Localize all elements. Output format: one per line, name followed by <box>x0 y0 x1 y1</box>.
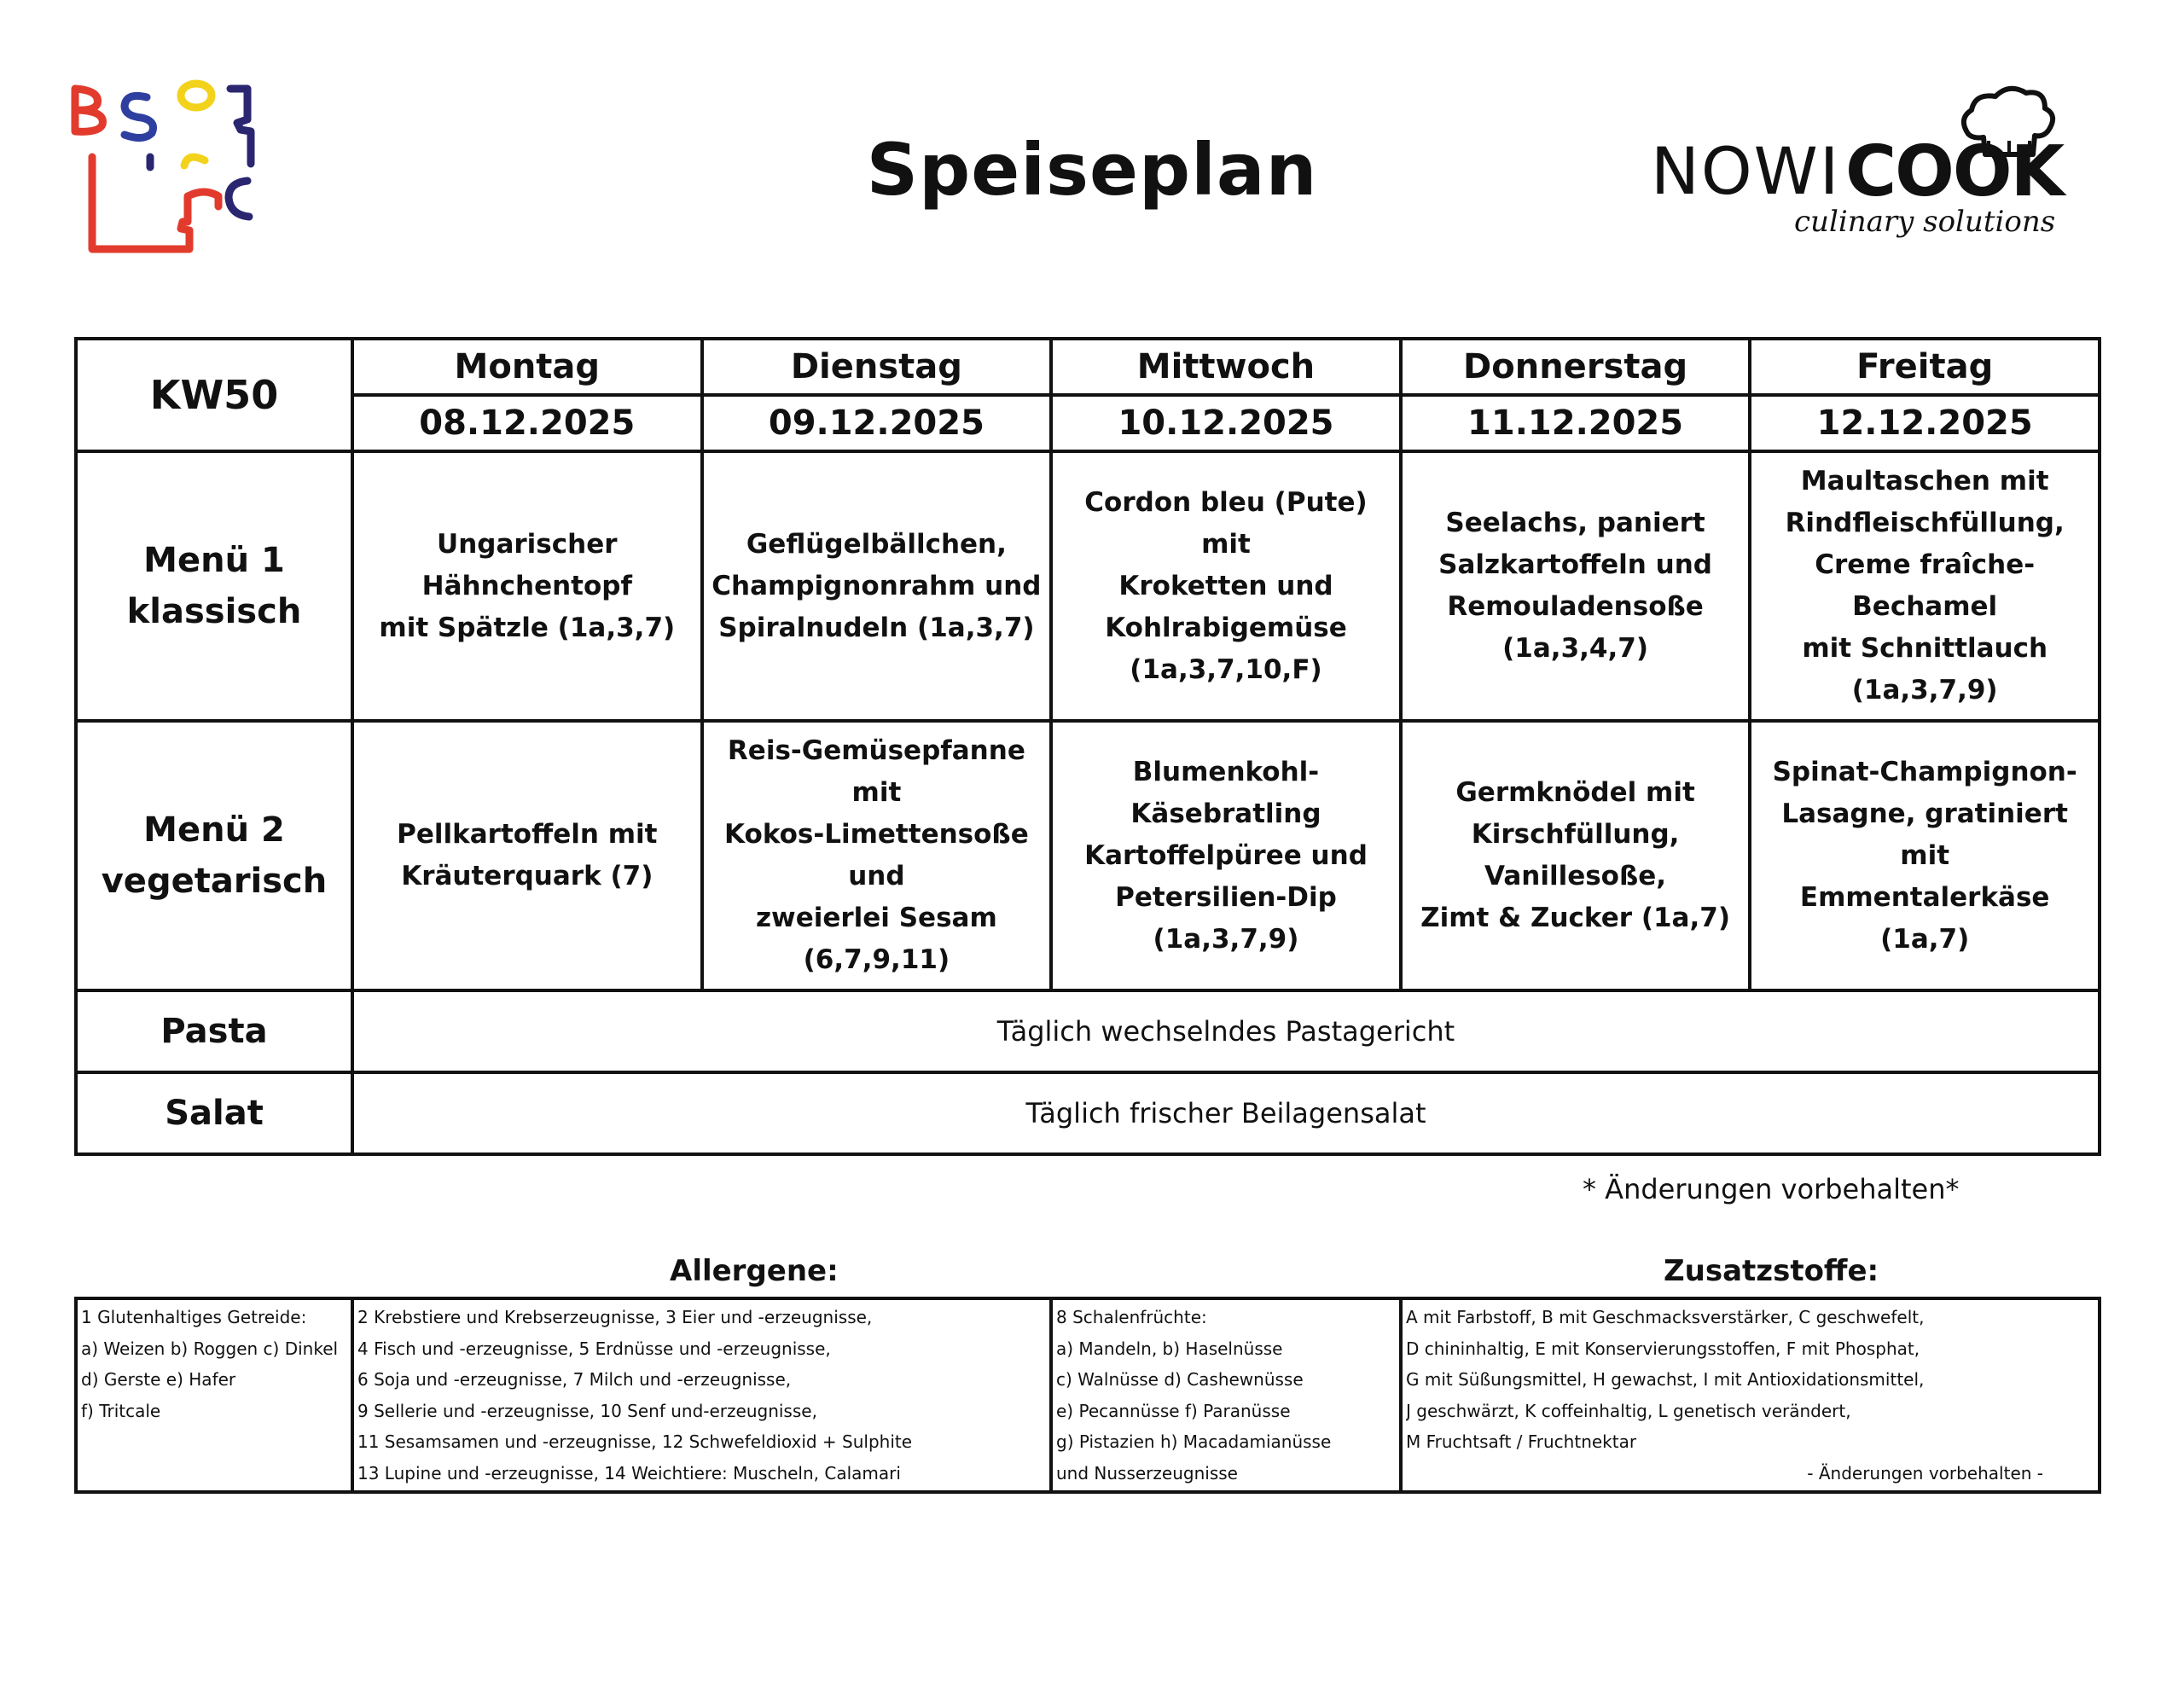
menu-table <box>74 337 2101 1156</box>
logo-tagline: culinary solutions <box>1794 205 2056 239</box>
menu2-label-line: vegetarisch <box>101 862 328 901</box>
menu1-monday <box>352 451 702 721</box>
dish-line: Remouladensoße (1a,3,4,7) <box>1447 591 1704 664</box>
dish-line: Kohlrabigemüse <box>1105 612 1347 643</box>
dish-line: Kirschfüllung, Vanillesoße, <box>1471 819 1680 891</box>
dish-line: (1a,3,7,10,F) <box>1130 653 1322 685</box>
dish-line: Spinat-Champignon- <box>1772 756 2077 787</box>
menu2-label <box>76 721 352 990</box>
dish-line: Kartoffelpüree und <box>1084 839 1368 871</box>
legend-line: 11 Sesamsamen und -erzeugnisse, 12 Schwefeldioxid + Sulphite <box>357 1431 913 1452</box>
menu1-label <box>76 451 352 721</box>
pasta-row <box>76 990 2100 1072</box>
legend-line: G mit Süßungsmittel, H gewachst, I mit Antioxidationsmittel, <box>1406 1369 1925 1390</box>
nowicook-logo <box>1651 81 2086 243</box>
dish-line: Ungarischer Hähnchentopf <box>421 528 632 601</box>
day-tuesday: Dienstag <box>702 339 1052 395</box>
week-number: KW50 <box>76 339 352 451</box>
menu2-row <box>76 721 2100 990</box>
legend-line: 9 Sellerie und -erzeugnisse, 10 Senf und-erzeugnisse, <box>357 1400 817 1421</box>
legend-additives <box>1401 1298 2100 1492</box>
zusatzstoffe-heading: Zusatzstoffe: <box>1664 1254 1879 1288</box>
day-wednesday: Mittwoch <box>1051 339 1401 395</box>
menu1-tuesday <box>702 451 1052 721</box>
legend-line: a) Mandeln, b) Haselnüsse <box>1056 1338 1283 1359</box>
date-tuesday: 09.12.2025 <box>702 395 1052 451</box>
legend-nuts <box>1051 1298 1401 1492</box>
dish-line: zweierlei Sesam (6,7,9,11) <box>756 903 997 975</box>
legend-line: M Fruchtsaft / Fruchtnektar <box>1406 1431 1637 1452</box>
legend-line: 8 Schalenfrüchte: <box>1056 1307 1207 1327</box>
date-wednesday: 10.12.2025 <box>1051 395 1401 451</box>
legend-line: 4 Fisch und -erzeugnisse, 5 Erdnüsse und -erzeugnisse, <box>357 1338 831 1359</box>
day-monday: Montag <box>352 339 702 395</box>
pasta-text: Täglich wechselndes Pastagericht <box>352 990 2100 1072</box>
menu2-monday <box>352 721 702 990</box>
menu1-label-line: Menü 1 <box>143 541 285 580</box>
legend-gluten <box>76 1298 352 1492</box>
menu1-label-line: klassisch <box>126 592 302 631</box>
salat-row <box>76 1072 2100 1154</box>
salat-text: Täglich frischer Beilagensalat <box>352 1072 2100 1154</box>
legend-line: a) Weizen b) Roggen c) Dinkel <box>81 1338 339 1359</box>
menu2-friday <box>1750 721 2100 990</box>
date-friday: 12.12.2025 <box>1750 395 2100 451</box>
dish-line: Champignonrahm und <box>712 570 1042 601</box>
dish-line: Kräuterquark (7) <box>401 861 653 891</box>
dish-line: Emmentalerkäse (1a,7) <box>1799 881 2050 955</box>
dish-line: Pellkartoffeln mit <box>397 819 658 850</box>
dish-line: Spiralnudeln (1a,3,7) <box>718 612 1035 643</box>
legend-line: d) Gerste e) Hafer <box>81 1369 236 1390</box>
legend-footer-note: - Änderungen vorbehalten - <box>1807 1462 2043 1483</box>
legend-line: 13 Lupine und -erzeugnisse, 14 Weichtiere: Muscheln, Calamari <box>357 1462 901 1483</box>
legend-line: 2 Krebstiere und Krebserzeugnisse, 3 Eier und -erzeugnisse, <box>357 1307 873 1327</box>
weekday-row <box>76 339 2100 395</box>
menu2-label-line: Menü 2 <box>143 810 285 850</box>
legend-line: e) Pecannüsse f) Paranüsse <box>1056 1400 1291 1421</box>
legend-line: J geschwärzt, K coffeinhaltig, L genetisch verändert, <box>1406 1400 1851 1421</box>
salat-label: Salat <box>76 1072 352 1154</box>
menu2-wednesday <box>1051 721 1401 990</box>
dish-line: Germknödel mit <box>1455 777 1695 808</box>
legend-line: f) Tritcale <box>81 1400 161 1421</box>
dish-line: Zimt & Zucker (1a,7) <box>1420 903 1730 933</box>
date-row <box>76 395 2100 451</box>
menu1-row <box>76 451 2100 721</box>
date-thursday: 11.12.2025 <box>1401 395 1751 451</box>
day-friday: Freitag <box>1750 339 2100 395</box>
logo-word-nowi: NOWI <box>1651 133 1841 209</box>
date-monday: 08.12.2025 <box>352 395 702 451</box>
dish-line: Petersilien-Dip (1a,3,7,9) <box>1115 881 1337 955</box>
legend-allergens <box>352 1298 1051 1492</box>
menu1-friday <box>1750 451 2100 721</box>
page-title: Speiseplan <box>866 128 1318 212</box>
allergene-heading: Allergene: <box>670 1254 839 1288</box>
legend-line: A mit Farbstoff, B mit Geschmacksverstärker, C geschwefelt, <box>1406 1307 1925 1327</box>
dish-line: Blumenkohl-Käsebratling <box>1130 756 1321 829</box>
dish-line: mit Schnittlauch (1a,3,7,9) <box>1802 633 2048 705</box>
dish-line: Lasagne, gratiniert mit <box>1781 798 2068 871</box>
dish-line: Rindfleischfüllung, <box>1785 508 2065 538</box>
dish-line: Cordon bleu (Pute) mit <box>1084 486 1368 560</box>
changes-note: * Änderungen vorbehalten* <box>1583 1173 1960 1205</box>
legend-line: g) Pistazien h) Macadamianüsse <box>1056 1431 1332 1452</box>
legend-table <box>74 1297 2101 1494</box>
pasta-label: Pasta <box>76 990 352 1072</box>
menu1-wednesday <box>1051 451 1401 721</box>
dish-line: Kokos-Limettensoße und <box>724 819 1029 891</box>
logo-word-cook: COOK <box>1845 131 2064 212</box>
dish-line: Reis-Gemüsepfanne mit <box>727 735 1025 808</box>
dish-line: Seelachs, paniert <box>1445 508 1705 538</box>
dish-line: Creme fraîche-Bechamel <box>1815 549 2036 622</box>
menu2-thursday <box>1401 721 1751 990</box>
menu2-tuesday <box>702 721 1052 990</box>
legend-line: c) Walnüsse d) Cashewnüsse <box>1056 1369 1304 1390</box>
legend-line: 6 Soja und -erzeugnisse, 7 Milch und -erzeugnisse, <box>357 1369 792 1390</box>
day-thursday: Donnerstag <box>1401 339 1751 395</box>
dish-line: Kroketten und <box>1118 570 1333 601</box>
legend-line: und Nusserzeugnisse <box>1056 1462 1238 1483</box>
dish-line: Salzkartoffeln und <box>1438 549 1712 580</box>
legend-line: 1 Glutenhaltiges Getreide: <box>81 1307 307 1327</box>
legend-line: D chininhaltig, E mit Konservierungsstoffen, F mit Phosphat, <box>1406 1338 1920 1359</box>
dish-line: Geflügelbällchen, <box>746 528 1007 560</box>
dish-line: Maultaschen mit <box>1800 466 2049 496</box>
menu1-thursday <box>1401 451 1751 721</box>
dish-line: mit Spätzle (1a,3,7) <box>379 612 676 643</box>
